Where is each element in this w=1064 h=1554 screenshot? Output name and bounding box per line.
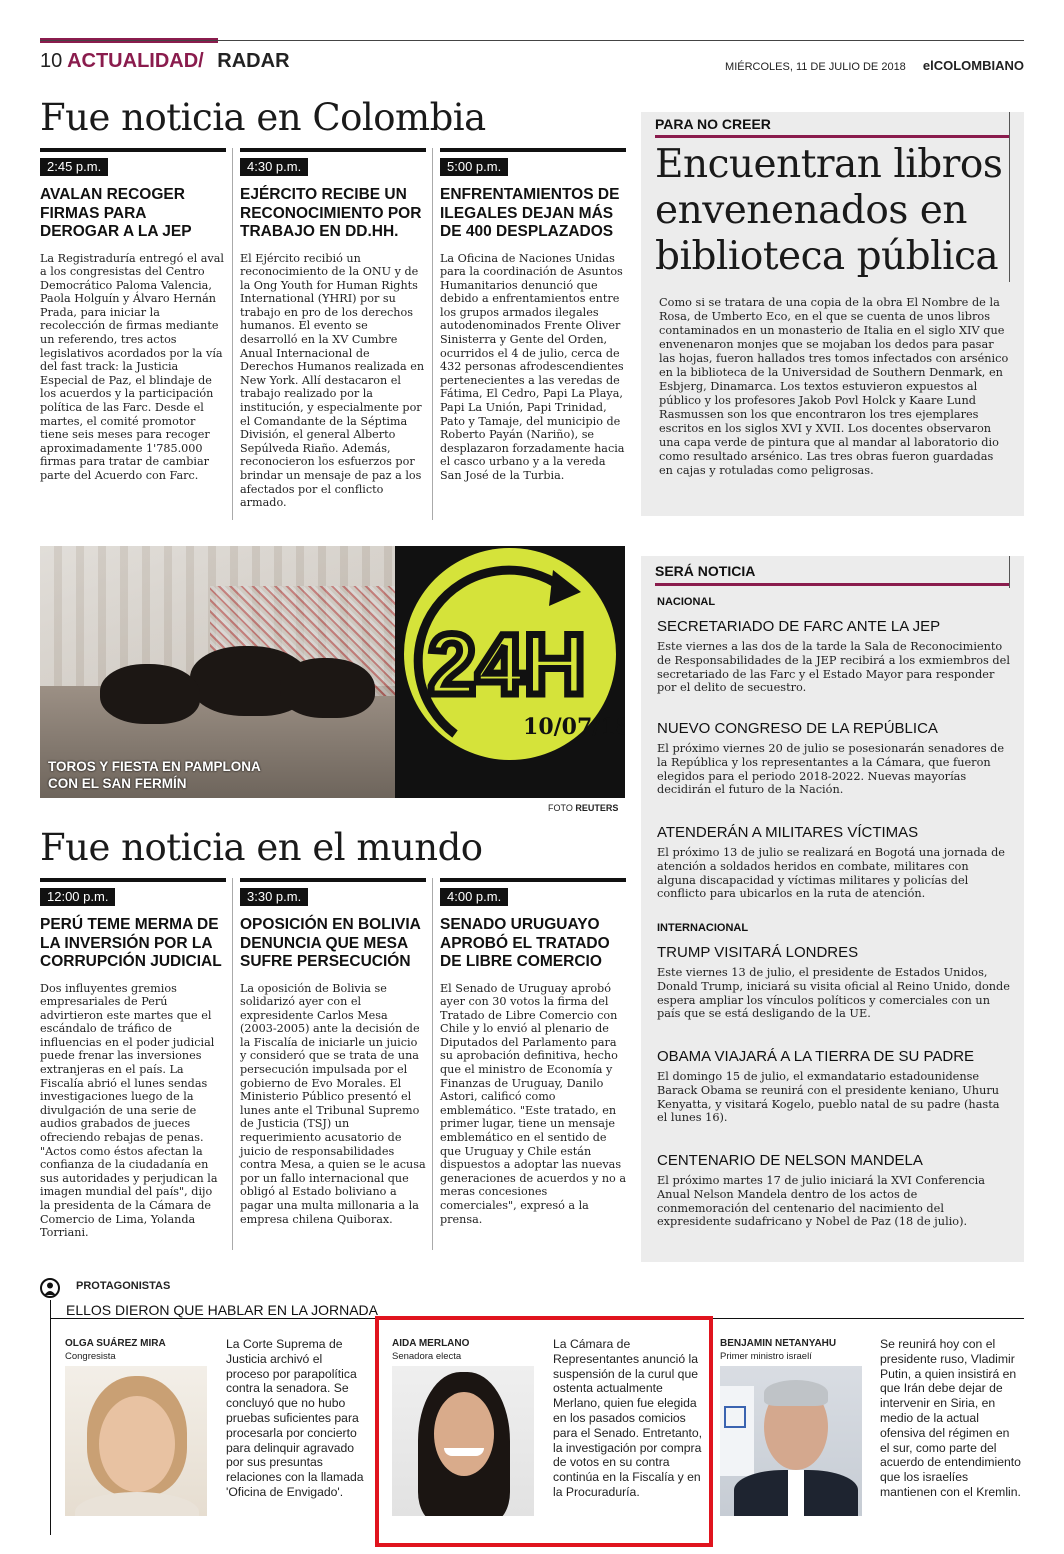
noticia-headline: OBAMA VIAJARÁ A LA TIERRA DE SU PADRE	[657, 1048, 975, 1065]
person-text: La Corte Suprema de Justicia archivó el proceso por parapolítica contra la senadora. Se concluyó que no hubo pruebas suficientes para procesarla por concierto para delinquir agravado por sus presuntas relaciones con la llamada 'Oficina de Envigado'.	[226, 1337, 364, 1499]
protagonistas-vrule	[50, 1300, 51, 1535]
badge-text: 24H	[428, 617, 586, 713]
item-body: El Senado de Uruguay aprobó ayer con 30 votos la firma del Tratado de Libre Comercio con Chile y lo envió al plenario de Diputados del Parlamento para su aprobación definitiva, hecho que el ministro de Economía y Finanzas de Uruguay, Danilo Astori, calificó como emblemático. "Este tratado, en primer lugar, tiene un mensaje emblemático en el sentido de que Uruguay y Chile están dispuestos a adoptar las nuevas generaciones de acuerdos y no a meras concesiones comerciales", expresó a la prensa.	[440, 981, 627, 1226]
portrait-olga	[65, 1366, 207, 1516]
noticia-body: El próximo viernes 20 de julio se posesionarán senadores de la República y los representantes a la Cámara, que fueron elegidos para el periodo 2018-2022. Nuevas mayorías decidirán el futuro de la Nación.	[657, 742, 1005, 797]
section-header	[40, 50, 290, 73]
item-headline: ENFRENTAMIENTOS DE ILEGALES DEJAN MÁS DE 400 DESPLAZADOS	[440, 186, 620, 240]
page-number: 10	[40, 50, 63, 72]
portrait-netanyahu	[720, 1366, 862, 1516]
colombia-item-2	[240, 148, 426, 510]
caption-line: CON EL SAN FERMÍN	[48, 776, 187, 791]
noticia-body: Este viernes a las dos de la tarde la Sala de Reconocimiento de Responsabilidades de la JEP recibirá a los exmiembros del secretariado de las Farc y el Estado Mayor para responder por el delito de secuestro.	[657, 640, 1010, 695]
photo-caption	[48, 758, 348, 792]
badge-date: 10/07/18	[523, 714, 631, 740]
person-name: OLGA SUÁREZ MIRA	[65, 1338, 166, 1349]
panel-vrule	[1009, 112, 1010, 282]
item-headline: OPOSICIÓN EN BOLIVIA DENUNCIA QUE MESA SUFRE PERSECUCIÓN	[240, 916, 421, 970]
time-badge: 2:45 p.m.	[40, 158, 108, 176]
highlight-box	[375, 1316, 713, 1547]
noticia-headline: TRUMP VISITARÁ LONDRES	[657, 944, 859, 961]
panel-rule	[655, 135, 1009, 138]
panel-vrule	[1009, 556, 1010, 588]
item-rule	[440, 878, 626, 882]
column-divider	[232, 148, 233, 520]
person-text: Se reunirá hoy con el presidente ruso, Vladimir Putin, a quien insistirá en que Irán debe dejar de intervenir en Siria, en medio de la actual ofensiva del régimen en el sur, como parte del acuerdo de entendimiento que los israelíes mantienen con el Kremlin.	[880, 1337, 1021, 1499]
item-rule	[40, 148, 226, 152]
noticia-body: Este viernes 13 de julio, el presidente de Estados Unidos, Donald Trump, iniciará su visita oficial al Reino Unido, donde espera ampliar los vínculos políticos y comerciales con un país que se está desligando de la UE.	[657, 966, 1010, 1021]
item-rule	[440, 148, 626, 152]
bull-shape	[280, 658, 375, 718]
person-text: La Cámara de Representantes anunció la suspensión de la curul que ostenta actualmente Merlano, quien fue elegida en los pasados comicios para el Senado. Entretanto, la investigación por compra de votos en su contra continúa en la Fiscalía y en la Procuraduría.	[553, 1337, 703, 1499]
item-rule	[240, 148, 426, 152]
person-role: Congresista	[65, 1351, 116, 1362]
section-separator: /	[198, 50, 204, 72]
noticia-body: El próximo 13 de julio se realizará en Bogotá una jornada de atención a soldados heridos en combate, militares con alguna discapacidad y víctimas militares y policías del conflicto para ubicarlos en la ruta de atención.	[657, 846, 1005, 901]
item-rule	[240, 878, 426, 882]
time-badge: 5:00 p.m.	[440, 158, 508, 176]
mundo-item-1	[40, 878, 226, 1240]
sera-noticia-panel	[641, 556, 1024, 1262]
mundo-item-2	[240, 878, 426, 1226]
mundo-title: Fue noticia en el mundo	[40, 826, 483, 869]
colombia-title: Fue noticia en Colombia	[40, 96, 486, 139]
column-divider	[432, 148, 433, 520]
item-headline: EJÉRCITO RECIBE UN RECONOCIMIENTO POR TRABAJO EN DD.HH.	[240, 186, 422, 240]
header-rule	[40, 40, 1024, 41]
mundo-item-3	[440, 878, 626, 1226]
panel-body: Como si se tratara de una copia de la obra El Nombre de la Rosa, de Umberto Eco, en el que se cuenta de unos libros contaminados en un monasterio de Italia en el siglo XIV que envenenaron monjes que se mojaban los dedos para pasar las hojas, fueron hallados tres tomos infectados con arsénico en la biblioteca de la Universidad de Southern Denmark, en Esbjerg, Dinamarca. Los textos estuvieron expuestos al público y los profesores Jakob Povl Holck y Kaare Lund Rasmussen son los que encontraron los tres ejemplares escritos en los siglos XVI y XVII. Los docentes observaron una capa verde de pintura que al mandar al laboratorio dio como resultado arsénico. Las tres obras fueron guardadas en cajas y rotuladas como peligrosas.	[659, 296, 1009, 477]
noticia-headline: SECRETARIADO DE FARC ANTE LA JEP	[657, 618, 941, 635]
internacional-label: INTERNACIONAL	[657, 922, 749, 934]
issue-date: MIÉRCOLES, 11 DE JULIO DE 2018	[725, 61, 906, 73]
time-badge: 12:00 p.m.	[40, 888, 115, 906]
photo-credit	[548, 803, 618, 813]
item-headline: AVALAN RECOGER FIRMAS PARA DEROGAR A LA JEP	[40, 186, 192, 240]
noticia-headline: CENTENARIO DE NELSON MANDELA	[657, 1152, 923, 1169]
person-icon	[40, 1278, 60, 1298]
item-body: La Registraduría entregó el aval a los congresistas del Centro Democrático Paloma Valencia, Paola Holguín y Álvaro Hernán Prada, para iniciar la recolección de firmas mediante un referendo, tres actos legislativos acordados por la vía del fast track: la Justicia Especial de Paz, el blindaje de los acuerdos y la participación política de las Farc. Desde el martes, el comité promotor tiene seis meses para recoger aproximadamente 1'785.000 firmas para tratar de cambiar parte del Acuerdo con Farc.	[40, 251, 224, 482]
item-body: Dos influyentes gremios empresariales de Perú advirtieron este martes que el escándalo de tráfico de influencias en el poder judicial puede frenar las inversiones extranjeras en el país. La Fiscalía abrió el lunes sendas investigaciones luego de la divulgación de una serie de audios grabados de jueces ofreciendo rebajas de penas. "Actos como éstos afectan la confianza de la ciudadanía en sus autoridades y perjudican la imagen mundial del país", dijo la presidenta de la Cámara de Comercio de Lima, Yolanda Torriani.	[40, 981, 218, 1240]
header-right	[725, 58, 1024, 73]
column-divider	[432, 878, 433, 1250]
subsection-name: RADAR	[217, 50, 290, 72]
nacional-label: NACIONAL	[657, 596, 716, 608]
panel-label: SERÁ NOTICIA	[655, 563, 756, 579]
bull-shape	[100, 664, 200, 724]
time-badge: 4:30 p.m.	[240, 158, 308, 176]
item-headline: SENADO URUGUAYO APROBÓ EL TRATADO DE LIBRE COMERCIO	[440, 916, 610, 970]
panel-rule	[655, 583, 1009, 586]
colombia-item-1	[40, 148, 226, 483]
brand-logo: elCOLOMBIANO	[922, 58, 1024, 73]
time-badge: 4:00 p.m.	[440, 888, 508, 906]
section-name: ACTUALIDAD	[67, 50, 199, 72]
column-divider	[232, 878, 233, 1250]
item-body: La Oficina de Naciones Unidas para la coordinación de Asuntos Humanitarios denunció que debido a enfrentamientos entre los grupos armados ilegales autodenominados Frente Oliver Sinisterra y Gente del Orden, ocurridos el 4 de julio, cerca de 432 personas afrodescendientes pertenecientes a las veredas de Fátima, El Cedro, Papi La Playa, Papi La Unión, Papi Trinidad, Pato y Tamaje, del municipio de Roberto Payán (Nariño), se desplazaron forzadamente hacia el casco urbano y a la vereda San José de la Turbia.	[440, 251, 625, 482]
noticia-headline: ATENDERÁN A MILITARES VÍCTIMAS	[657, 824, 919, 841]
panel-title: Encuentran libros envenenados en biblioteca pública	[655, 142, 1003, 279]
para-no-creer-panel	[641, 112, 1024, 516]
noticia-body: El próximo martes 17 de julio iniciará la XVI Conferencia Anual Nelson Mandela dentro de los actos de conmemoración del centenario del nacimiento del expresidente sudafricano y Nobel de Paz (18 de julio).	[657, 1174, 986, 1229]
credit-prefix: FOTO	[548, 803, 573, 813]
item-rule	[40, 878, 226, 882]
person-name: BENJAMIN NETANYAHU	[720, 1338, 837, 1349]
panel-label: PARA NO CREER	[655, 116, 771, 132]
item-headline: PERÚ TEME MERMA DE LA INVERSIÓN POR LA CORRUPCIÓN JUDICIAL	[40, 916, 222, 970]
noticia-body: El domingo 15 de julio, el exmandatario estadounidense Barack Obama se reunirá con el presidente keniano, Uhuru Kenyatta, y visitará Kogelo, pueblo natal de su padre (hasta el lunes 16).	[657, 1070, 1000, 1125]
protagonistas-subtitle: ELLOS DIERON QUE HABLAR EN LA JORNADA	[66, 1302, 378, 1318]
item-body: El Ejército recibió un reconocimiento de la ONU y de la Ong Youth for Human Rights International (YHRI) por su trabajo en pro de los derechos humanos. El evento se desarrolló en la XV Cumbre Anual Internacional de Derechos Humanos realizada en New York. Allí destacaron el trabajo realizado por la institución, y especialmente por el Comandante de la Séptima División, el general Alberto Sepúlveda Riaño. Además, reconocieron los esfuerzos por brindar un mensaje de paz a los afectados por el conflicto armado.	[240, 251, 425, 510]
person-role: Senadora electa	[392, 1351, 462, 1362]
person-name: AIDA MERLANO	[392, 1338, 470, 1349]
caption-line: TOROS Y FIESTA EN PAMPLONA	[48, 759, 261, 774]
person-role: Primer ministro israelí	[720, 1351, 812, 1362]
credit-source: REUTERS	[575, 803, 619, 813]
colombia-item-3	[440, 148, 626, 483]
noticia-headline: NUEVO CONGRESO DE LA REPÚBLICA	[657, 720, 938, 737]
24h-badge	[385, 546, 631, 798]
time-badge: 3:30 p.m.	[240, 888, 308, 906]
protagonistas-label: PROTAGONISTAS	[76, 1280, 171, 1292]
item-body: La oposición de Bolivia se solidarizó ayer con el expresidente Carlos Mesa (2003-2005) ante la decisión de la Fiscalía de iniciarle un juicio y consideró que se trata de una persecución impulsada por el gobierno de Evo Morales. El Ministerio Público presentó el lunes ante el Tribunal Supremo de Justicia (TSJ) un requerimiento acusatorio de juicio de responsabilidades contra Mesa, a quien se le acusa por un fallo internacional que obligó al Estado boliviano a pagar una multa millonaria a la empresa chilena Quiborax.	[240, 981, 426, 1226]
